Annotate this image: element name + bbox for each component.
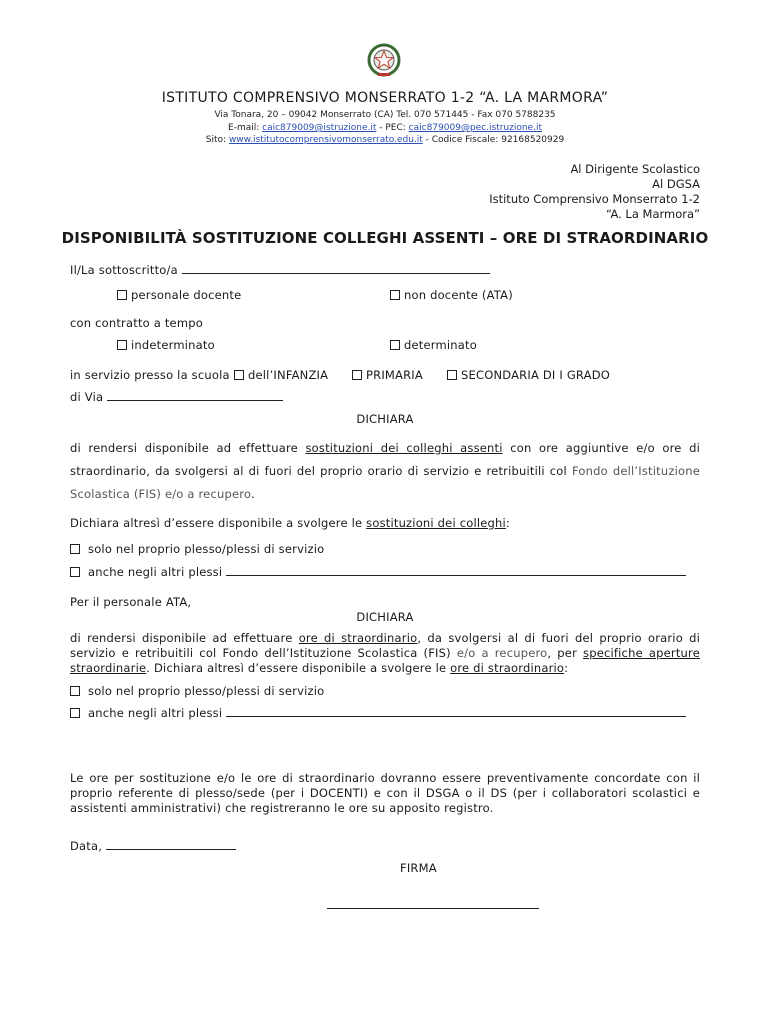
institute-contacts — [0, 123, 770, 133]
option-infanzia[interactable] — [234, 368, 328, 382]
determinato-label: determinato — [404, 338, 477, 352]
s1-fondo-text: Fondo dell’Istituzione Scolastica (FIS) e/o a recupero — [70, 464, 700, 501]
site-link[interactable]: www.istitutocomprensivomonserrato.edu.it — [228, 135, 423, 145]
institute-name: ISTITUTO COMPRENSIVO MONSERRATO 1-2 “A. LA MARMORA” — [161, 90, 609, 106]
indeterminato-checkbox[interactable] — [117, 340, 127, 350]
republic-emblem-icon — [364, 40, 404, 80]
s1-p2-link: sostituzioni dei colleghi — [366, 516, 506, 530]
s2-own-checkbox[interactable] — [70, 686, 80, 696]
s1-option-own[interactable] — [70, 542, 324, 556]
s2-option-own[interactable] — [70, 684, 324, 698]
s1-text-a: di rendersi disponibile ad effettuare — [70, 441, 306, 455]
undersigned-label: Il/La sottoscritto/a — [70, 263, 178, 277]
s1-p2-end: : — [505, 516, 510, 530]
service-label: in servizio presso la scuola — [70, 368, 230, 382]
s2-aperture-link: specifiche aperture straordinarie — [70, 646, 700, 675]
indeterminato-label: indeterminato — [131, 338, 215, 352]
date-blank-field[interactable] — [106, 840, 236, 850]
primaria-checkbox[interactable] — [352, 370, 362, 380]
undersigned-row — [70, 263, 490, 277]
s2-straordinario-link-2: ore di straordinario — [450, 661, 565, 675]
s1-other-blank-field[interactable] — [226, 566, 686, 576]
secondaria-checkbox[interactable] — [447, 370, 457, 380]
option-docente[interactable] — [117, 288, 241, 302]
recipient-line-3: Istituto Comprensivo Monserrato 1-2 — [489, 192, 700, 206]
section2-paragraph — [70, 631, 700, 676]
option-determinato[interactable] — [390, 338, 477, 352]
signature-blank-field[interactable] — [327, 908, 539, 909]
s2-straordinario-link: ore di straordinario — [298, 631, 418, 645]
recipient-line-1: Al Dirigente Scolastico — [570, 162, 700, 176]
docente-label: personale docente — [131, 288, 242, 302]
option-secondaria[interactable] — [447, 368, 610, 382]
section1-paragraph — [70, 437, 700, 506]
email-link[interactable]: caic879009@istruzione.it — [262, 123, 377, 133]
contract-label: con contratto a tempo — [70, 316, 203, 330]
name-blank-field[interactable] — [182, 264, 490, 274]
s1-p2-text: Dichiara altresì d’essere disponibile a svolgere le — [70, 516, 367, 530]
s2-other-checkbox[interactable] — [70, 708, 80, 718]
ata-checkbox[interactable] — [390, 290, 400, 300]
s2-text-d: . Dichiara altresì d’essere disponibile a svolgere le — [146, 661, 451, 675]
s2-text-end: : — [564, 661, 569, 675]
fiscal-code: - Codice Fiscale: 92168520929 — [422, 135, 565, 145]
document-title: DISPONIBILITÀ SOSTITUZIONE COLLEGHI ASSENTI – ORE DI STRAORDINARIO — [61, 229, 709, 247]
dichiara-heading-2: DICHIARA — [356, 610, 414, 624]
site-label: Sito: — [205, 135, 229, 145]
option-indeterminato[interactable] — [117, 338, 215, 352]
via-label: di Via — [70, 390, 104, 404]
note-paragraph: Le ore per sostituzione e/o le ore di straordinario dovranno essere preventivamente concordate con il proprio referente di plesso/sede (per i DOCENTI) e con il DSGA o il DS (per i collaboratori scolastici e assistenti amministrativi) che registreranno le ore su apposito registro. — [70, 771, 700, 815]
s1-text-b: con ore aggiuntive e/o ore di straordinario, da svolgersi al di fuori del proprio orario di servizio e retribuitili col — [70, 441, 700, 478]
s2-own-label: solo nel proprio plesso/plessi di servizio — [88, 684, 325, 698]
via-blank-field[interactable] — [107, 391, 283, 401]
institute-site — [0, 135, 770, 145]
s1-other-checkbox[interactable] — [70, 567, 80, 577]
dichiara-heading-1: DICHIARA — [356, 412, 414, 426]
s1-own-checkbox[interactable] — [70, 544, 80, 554]
ata-label: non docente (ATA) — [404, 288, 513, 302]
signature-label: FIRMA — [400, 861, 437, 875]
date-label: Data, — [70, 839, 103, 853]
recipient-line-2: Al DGSA — [652, 177, 700, 191]
determinato-checkbox[interactable] — [390, 340, 400, 350]
institute-address: Via Tonara, 20 – 09042 Monserrato (CA) Tel. 070 571445 - Fax 070 5788235 — [214, 110, 556, 120]
recipient-line-4: “A. La Marmora” — [605, 207, 700, 221]
option-ata[interactable] — [390, 288, 513, 302]
s2-text-c: , per — [547, 646, 584, 660]
s1-text-end: . — [250, 487, 255, 501]
s1-sostituzioni-link: sostituzioni dei colleghi assenti — [305, 441, 503, 455]
docente-checkbox[interactable] — [117, 290, 127, 300]
primaria-label: PRIMARIA — [366, 368, 423, 382]
infanzia-checkbox[interactable] — [234, 370, 244, 380]
pec-label: - PEC: — [376, 123, 409, 133]
ata-intro: Per il personale ATA, — [70, 595, 192, 609]
pec-link[interactable]: caic879009@pec.istruzione.it — [408, 123, 542, 133]
s1-option-other[interactable] — [70, 565, 686, 579]
email-label: E-mail: — [228, 123, 263, 133]
s2-option-other[interactable] — [70, 706, 686, 720]
date-row — [70, 839, 236, 853]
s2-other-label: anche negli altri plessi — [88, 706, 223, 720]
infanzia-label: dell’INFANZIA — [248, 368, 329, 382]
s1-other-label: anche negli altri plessi — [88, 565, 223, 579]
s2-text-a: di rendersi disponibile ad effettuare — [70, 631, 299, 645]
s1-own-label: solo nel proprio plesso/plessi di servizio — [88, 542, 325, 556]
s2-text-b: , da svolgersi al di fuori del proprio orario di servizio e retribuitili col Fondo dell’Istituzione Scolastica (FIS) — [70, 631, 700, 660]
s2-other-blank-field[interactable] — [226, 707, 686, 717]
via-row — [70, 390, 283, 404]
secondaria-label: SECONDARIA DI I GRADO — [461, 368, 611, 382]
section1-paragraph-2 — [70, 516, 510, 530]
s2-recupero-text: e/o a recupero — [456, 646, 548, 660]
option-primaria[interactable] — [352, 368, 423, 382]
